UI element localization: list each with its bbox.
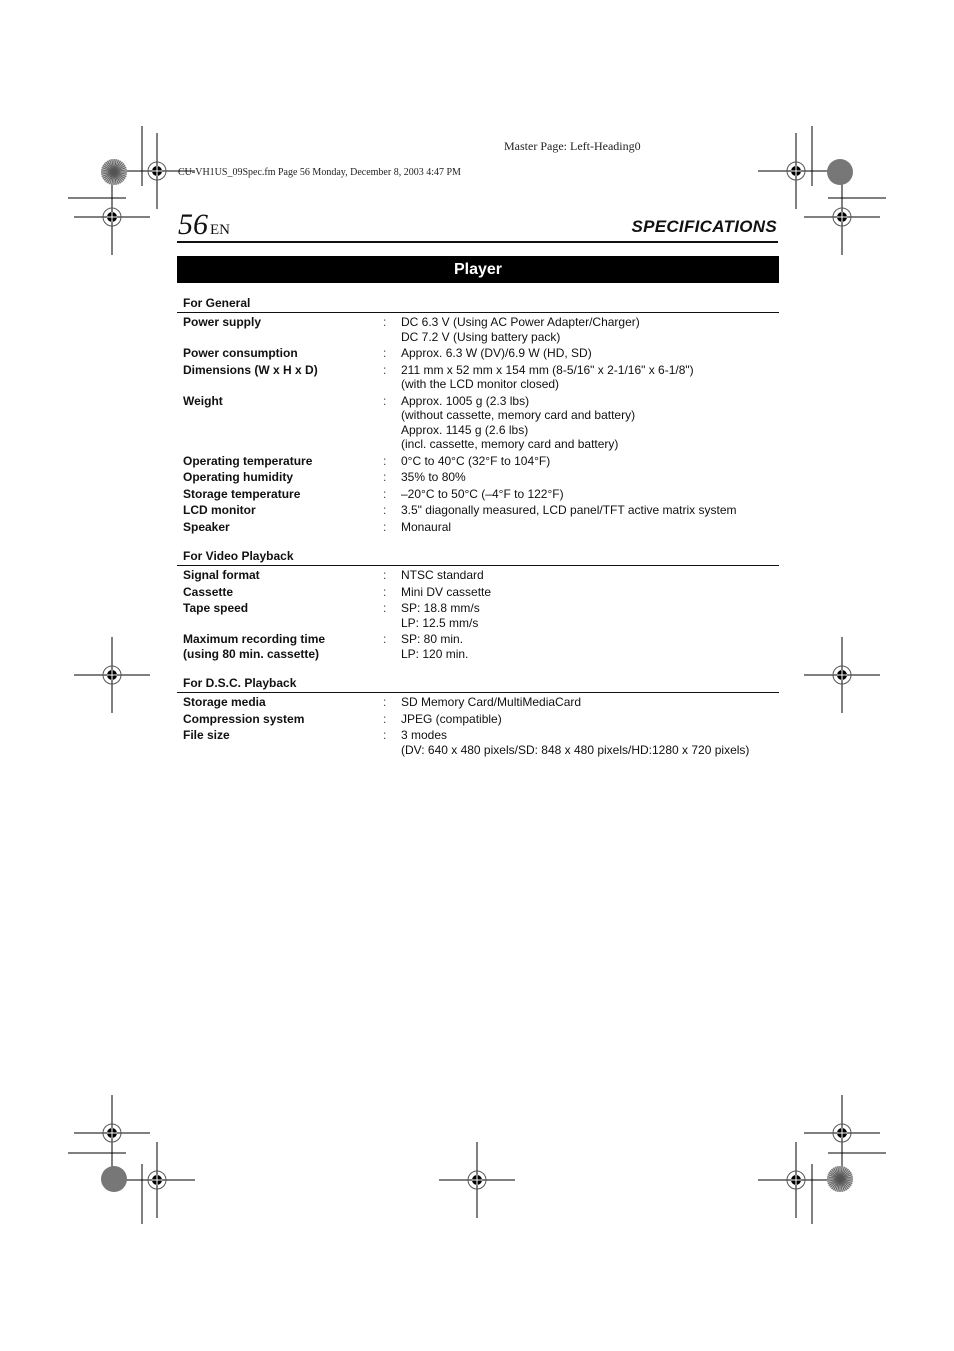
spec-value: 3 modes (DV: 640 x 480 pixels/SD: 848 x 480 pixels/HD:1280 x 720 pixels) (401, 728, 750, 757)
separator: : (383, 503, 387, 517)
spec-label: Speaker (183, 519, 230, 534)
spec-value: SD Memory Card/MultiMediaCard (401, 695, 582, 709)
separator: : (383, 695, 387, 709)
spec-value: 35% to 80% (401, 470, 466, 484)
spec-value: Approx. 6.3 W (DV)/6.9 W (HD, SD) (401, 346, 592, 360)
spec-value: Monaural (401, 519, 452, 534)
spec-label: Maximum recording time (using 80 min. cassette) (183, 632, 326, 661)
group-heading: For General (183, 296, 251, 310)
separator: : (383, 728, 387, 742)
page-number-value: 56 (178, 208, 208, 241)
spec-label: Compression system (183, 711, 305, 726)
separator: : (383, 393, 387, 408)
separator: : (383, 584, 387, 599)
spec-label: Dimensions (W x H x D) (183, 362, 318, 377)
separator: : (383, 519, 387, 534)
spec-value: NTSC standard (401, 568, 484, 582)
separator: : (383, 711, 387, 726)
separator: : (383, 315, 387, 329)
spec-label: Operating humidity (183, 470, 294, 484)
master-page-label: Master Page: Left-Heading0 (504, 139, 641, 153)
spec-label: Operating temperature (183, 453, 313, 468)
spec-value: Mini DV cassette (401, 584, 492, 599)
spec-label: Tape speed (183, 601, 249, 615)
separator: : (383, 362, 387, 377)
separator: : (383, 346, 387, 360)
group-heading: For Video Playback (183, 549, 294, 563)
spec-label: Storage media (183, 695, 266, 709)
file-info: CU-VH1US_09Spec.fm Page 56 Monday, December 8, 2003 4:47 PM (178, 167, 461, 178)
language-code: EN (210, 222, 230, 238)
group-heading: For D.S.C. Playback (183, 676, 297, 690)
player-banner: Player (177, 256, 779, 283)
separator: : (383, 632, 387, 646)
spec-label: Power supply (183, 315, 262, 329)
spec-label: Power consumption (183, 346, 298, 360)
separator: : (383, 568, 387, 582)
separator: : (383, 470, 387, 484)
section-title: SPECIFICATIONS (631, 217, 777, 236)
spec-label: LCD monitor (183, 503, 256, 517)
spec-label: Signal format (183, 568, 260, 582)
spec-label: Storage temperature (183, 486, 301, 501)
spec-value: SP: 80 min. LP: 120 min. (401, 632, 469, 661)
spec-value: 0°C to 40°C (32°F to 104°F) (401, 453, 551, 468)
spec-value: –20°C to 50°C (–4°F to 122°F) (401, 486, 564, 501)
spec-label: File size (183, 728, 230, 742)
separator: : (383, 601, 387, 615)
spec-value: 211 mm x 52 mm x 154 mm (8-5/16" x 2-1/16" x 6-1/8") (with the LCD monitor closed) (401, 362, 694, 391)
spec-label: Cassette (183, 584, 234, 599)
spec-value: 3.5" diagonally measured, LCD panel/TFT active matrix system (401, 503, 737, 517)
separator: : (383, 486, 387, 501)
spec-value: JPEG (compatible) (401, 711, 502, 726)
spec-value: SP: 18.8 mm/s LP: 12.5 mm/s (401, 601, 480, 630)
spec-value: DC 6.3 V (Using AC Power Adapter/Charger) DC 7.2 V (Using battery pack) (401, 315, 640, 344)
separator: : (383, 453, 387, 468)
spec-label: Weight (183, 393, 223, 408)
spec-value: Approx. 1005 g (2.3 lbs) (without cassette, memory card and battery) Approx. 1145 g (2.6 lbs) (incl. cassette, memory card and battery) (401, 393, 636, 451)
